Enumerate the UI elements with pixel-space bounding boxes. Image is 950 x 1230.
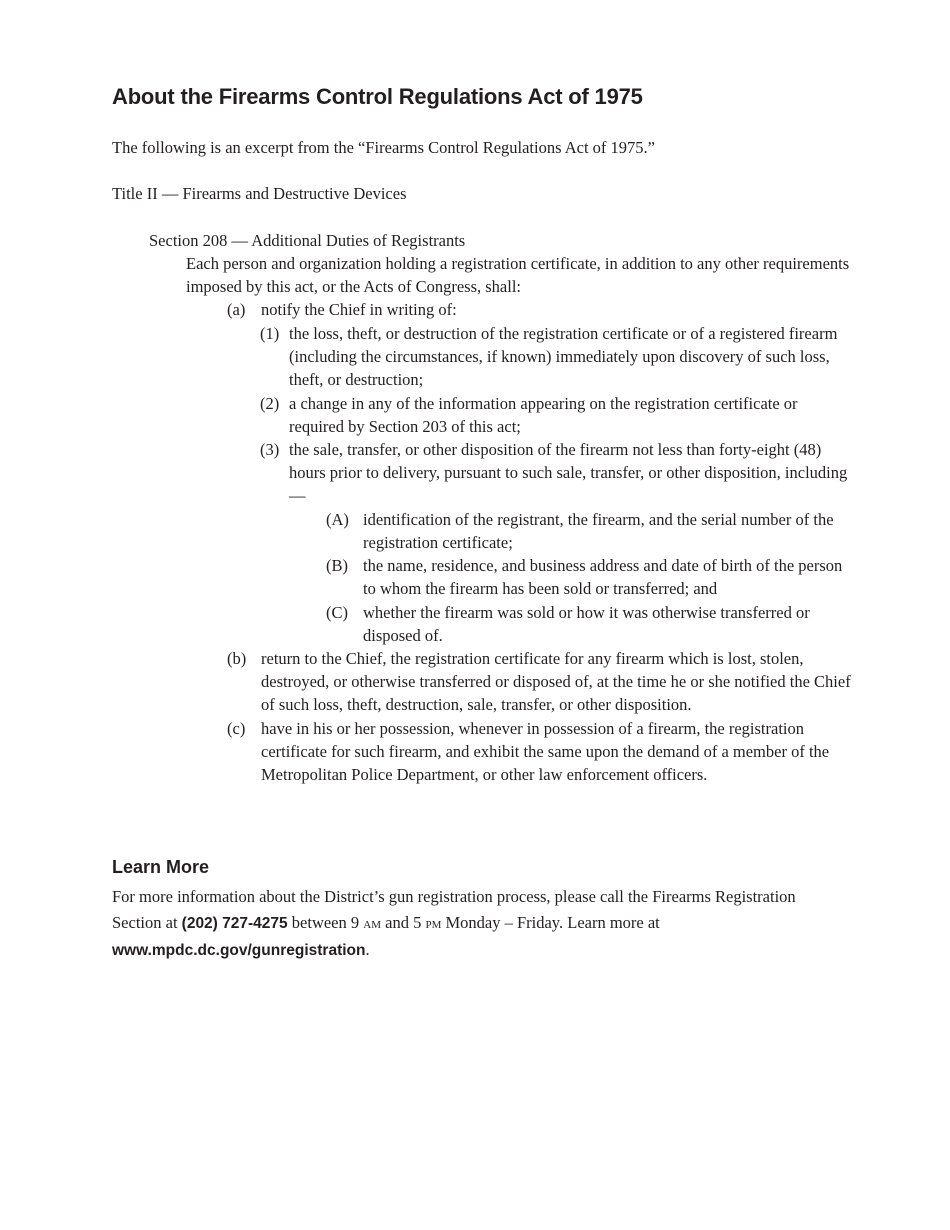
list-marker: (3) xyxy=(260,440,280,459)
learn-more-paragraph xyxy=(112,884,842,964)
learn-more-text: and 5 xyxy=(381,913,426,932)
phone-number[interactable]: (202) 727-4275 xyxy=(181,915,288,932)
list-item-text: the loss, theft, or destruction of the registration certificate or of a registered firearm (including the circumstances, if known) immediately upon discovery of such loss, theft, or destruction; xyxy=(289,324,838,390)
list-item-c xyxy=(227,717,852,787)
list-item-text: whether the firearm was sold or how it was otherwise transferred or disposed of. xyxy=(363,603,810,646)
learn-more-text: between 9 xyxy=(287,913,364,932)
list-item-text: return to the Chief, the registration certificate for any firearm which is lost, stolen, destroyed, or otherwise transferred or disposed of, at the time he or she notified the Chief of such loss, theft, destruction, sale, transfer, or other disposition. xyxy=(261,649,851,715)
list-marker: (1) xyxy=(260,324,280,343)
list-marker: (b) xyxy=(227,649,247,668)
list-marker: (2) xyxy=(260,394,280,413)
page-title: About the Firearms Control Regulations Act of 1975 xyxy=(112,84,643,109)
list-item-a-3 xyxy=(260,438,848,508)
website-link[interactable]: www.mpdc.dc.gov/gunregistration xyxy=(112,942,366,959)
learn-more-text: . xyxy=(365,940,370,959)
section-heading: Section 208 — Additional Duties of Registrants xyxy=(149,231,466,250)
list-item-text: the sale, transfer, or other disposition of the firearm not less than forty-eight (48) hours prior to delivery, pursuant to such sale, transfer, or other disposition, including — xyxy=(289,440,848,506)
list-item-a xyxy=(227,298,852,321)
time-pm: pm xyxy=(425,916,442,932)
list-item-a-3-A xyxy=(326,508,856,554)
list-item-a-2 xyxy=(260,392,848,438)
learn-more-text: Monday – Friday. Learn more at xyxy=(441,913,660,932)
list-marker: (C) xyxy=(326,603,348,622)
list-item-a-3-B xyxy=(326,554,856,600)
list-item-a-1 xyxy=(260,322,848,392)
list-marker: (A) xyxy=(326,510,349,529)
list-item-text: a change in any of the information appearing on the registration certificate or required by Section 203 of this act; xyxy=(289,394,798,437)
list-item-text: the name, residence, and business address and date of birth of the person to whom the firearm has been sold or transferred; and xyxy=(363,556,843,599)
section-preamble: Each person and organization holding a registration certificate, in addition to any other requirements imposed by this act, or the Acts of Congress, shall: xyxy=(186,254,850,297)
learn-more-heading: Learn More xyxy=(112,857,210,877)
list-marker: (c) xyxy=(227,719,246,738)
list-item-text: have in his or her possession, whenever in possession of a firearm, the registration certificate for such firearm, and exhibit the same upon the demand of a member of the Metropolitan Police Department, or other law enforcement officers. xyxy=(261,719,830,785)
learn-more-text: For more information about the District’s gun registration process, please call the Firearms Registration Section at xyxy=(112,887,796,932)
time-am: am xyxy=(363,916,381,932)
title-heading: Title II — Firearms and Destructive Devices xyxy=(112,184,407,203)
list-marker: (a) xyxy=(227,300,246,319)
list-marker: (B) xyxy=(326,556,348,575)
list-item-text: notify the Chief in writing of: xyxy=(261,300,457,319)
list-item-a-3-C xyxy=(326,601,856,647)
list-item-text: identification of the registrant, the firearm, and the serial number of the registration certificate; xyxy=(363,510,834,553)
list-item-b xyxy=(227,647,852,717)
intro-paragraph: The following is an excerpt from the “Firearms Control Regulations Act of 1975.” xyxy=(112,138,656,157)
